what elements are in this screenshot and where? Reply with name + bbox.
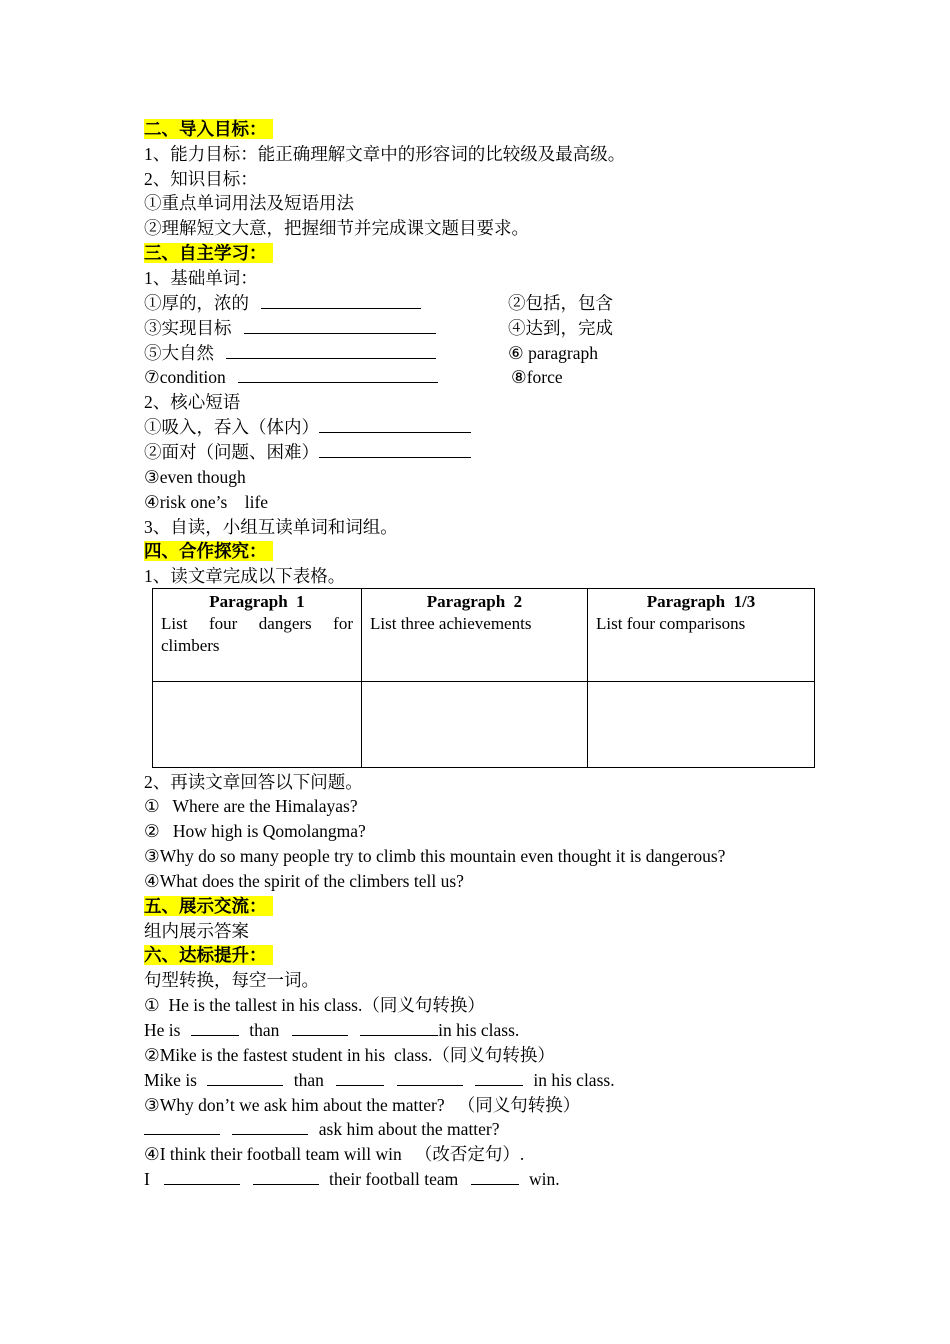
word-row-2 (144, 316, 436, 340)
phrase-row-1 (144, 415, 471, 439)
answer-blank[interactable] (261, 292, 421, 309)
answer-blank[interactable] (397, 1069, 463, 1086)
answer-1 (144, 1018, 519, 1042)
ability-goal: 1、能力目标：能正确理解文章中的形容词的比较级及最高级。 (144, 144, 626, 164)
answer-text: in his class. (533, 1070, 615, 1090)
column-desc: List four comparisons (596, 614, 746, 633)
exercise-1: ① He is the tallest in his class.（同义句转换） (144, 995, 485, 1015)
answer-cell[interactable] (153, 682, 362, 768)
section-5-heading (144, 894, 273, 918)
answer-text: than (293, 1070, 324, 1090)
word-6: ⑥ paragraph (508, 343, 599, 363)
section-6-heading (144, 943, 273, 967)
answer-blank[interactable] (292, 1019, 348, 1036)
word-7: ⑦condition (144, 367, 226, 387)
table-answer-row (153, 682, 815, 768)
column-title: Paragraph 1/3 (646, 592, 756, 611)
phrases-title: 2、核心短语 (144, 392, 241, 412)
column-title: Paragraph 1 (209, 592, 305, 611)
answer-text: their football team (328, 1169, 459, 1189)
instruction: 句型转换，每空一词。 (144, 970, 319, 990)
table-cell (362, 589, 588, 682)
table-cell (588, 589, 815, 682)
exercise-4: ④I think their football team will win （改否定句）. (144, 1144, 525, 1164)
answer-2 (144, 1068, 615, 1092)
answer-blank[interactable] (164, 1168, 240, 1185)
knowledge-goal: 2、知识目标： (144, 169, 258, 189)
word-row-1 (144, 291, 421, 315)
answer-4 (144, 1167, 560, 1191)
self-read: 3、自读，小组互读单词和词组。 (144, 517, 398, 537)
word-2: ②包括，包含 (508, 293, 613, 313)
paragraph-table (152, 588, 815, 768)
phrase-4: ④risk one’s life (144, 492, 269, 512)
answer-blank[interactable] (232, 1118, 308, 1135)
question-1: ① Where are the Himalayas? (144, 796, 358, 816)
answer-text: win. (528, 1169, 560, 1189)
answer-blank[interactable] (475, 1069, 523, 1086)
answer-blank[interactable] (360, 1019, 438, 1036)
knowledge-goal-2: ②理解短文大意，把握细节并完成课文题目要求。 (144, 218, 529, 238)
task-1: 1、读文章完成以下表格。 (144, 566, 346, 586)
phrase-1: ①吸入，吞入（体内） (144, 417, 319, 437)
section-4-heading-text: 四、合作探究： (144, 541, 273, 561)
question-2: ② How high is Qomolangma? (144, 821, 366, 841)
question-3: ③Why do so many people try to climb this mountain even thought it is dangerous? (144, 846, 726, 866)
answer-text: than (249, 1020, 280, 1040)
column-desc: List three achievements (370, 614, 532, 633)
answer-blank[interactable] (144, 1118, 220, 1135)
answer-blank[interactable] (191, 1019, 239, 1036)
word-1: ①厚的，浓的 (144, 293, 249, 313)
section-2-heading (144, 117, 273, 141)
section-4-heading (144, 539, 273, 563)
answer-blank[interactable] (319, 441, 471, 458)
answer-blank[interactable] (253, 1168, 319, 1185)
word-3: ③实现目标 (144, 318, 232, 338)
table-header-row (153, 589, 815, 682)
answer-blank[interactable] (226, 342, 436, 359)
section-3-heading-text: 三、自主学习： (144, 243, 273, 263)
answer-blank[interactable] (244, 317, 436, 334)
column-desc: List four dangers for climbers (161, 614, 353, 655)
answer-blank[interactable] (207, 1069, 283, 1086)
answer-blank[interactable] (336, 1069, 384, 1086)
answer-cell[interactable] (362, 682, 588, 768)
section-2-heading-text: 二、导入目标： (144, 119, 273, 139)
task-2: 2、再读文章回答以下问题。 (144, 772, 363, 792)
column-title: Paragraph 2 (426, 592, 523, 611)
exercise-2: ②Mike is the fastest student in his class.（同义句转换） (144, 1045, 555, 1065)
answer-blank[interactable] (238, 366, 438, 383)
answer-blank[interactable] (471, 1168, 519, 1185)
answer-blank[interactable] (319, 416, 471, 433)
knowledge-goal-1: ①重点单词用法及短语用法 (144, 193, 354, 213)
section-5-heading-text: 五、展示交流： (144, 896, 273, 916)
section-5-text: 组内展示答案 (144, 921, 249, 941)
word-row-4 (144, 365, 438, 389)
answer-text: ask him about the matter? (318, 1119, 500, 1139)
word-row-3 (144, 341, 436, 365)
words-title: 1、基础单词： (144, 268, 258, 288)
word-8: ⑧force (511, 367, 563, 387)
section-3-heading (144, 241, 273, 265)
phrase-3: ③even though (144, 467, 246, 487)
answer-text: He is (144, 1020, 181, 1040)
answer-text: Mike is (144, 1070, 197, 1090)
answer-text: in his class. (438, 1020, 520, 1040)
phrase-2: ②面对（问题、困难） (144, 442, 319, 462)
word-5: ⑤大自然 (144, 343, 214, 363)
answer-3 (144, 1117, 500, 1141)
word-4: ④达到，完成 (508, 318, 613, 338)
exercise-3: ③Why don’t we ask him about the matter? （同义句转换） (144, 1095, 581, 1115)
table-cell (153, 589, 362, 682)
answer-text: I (144, 1169, 150, 1189)
phrase-row-2 (144, 440, 471, 464)
answer-cell[interactable] (588, 682, 815, 768)
section-6-heading-text: 六、达标提升： (144, 945, 273, 965)
question-4: ④What does the spirit of the climbers tell us? (144, 871, 464, 891)
